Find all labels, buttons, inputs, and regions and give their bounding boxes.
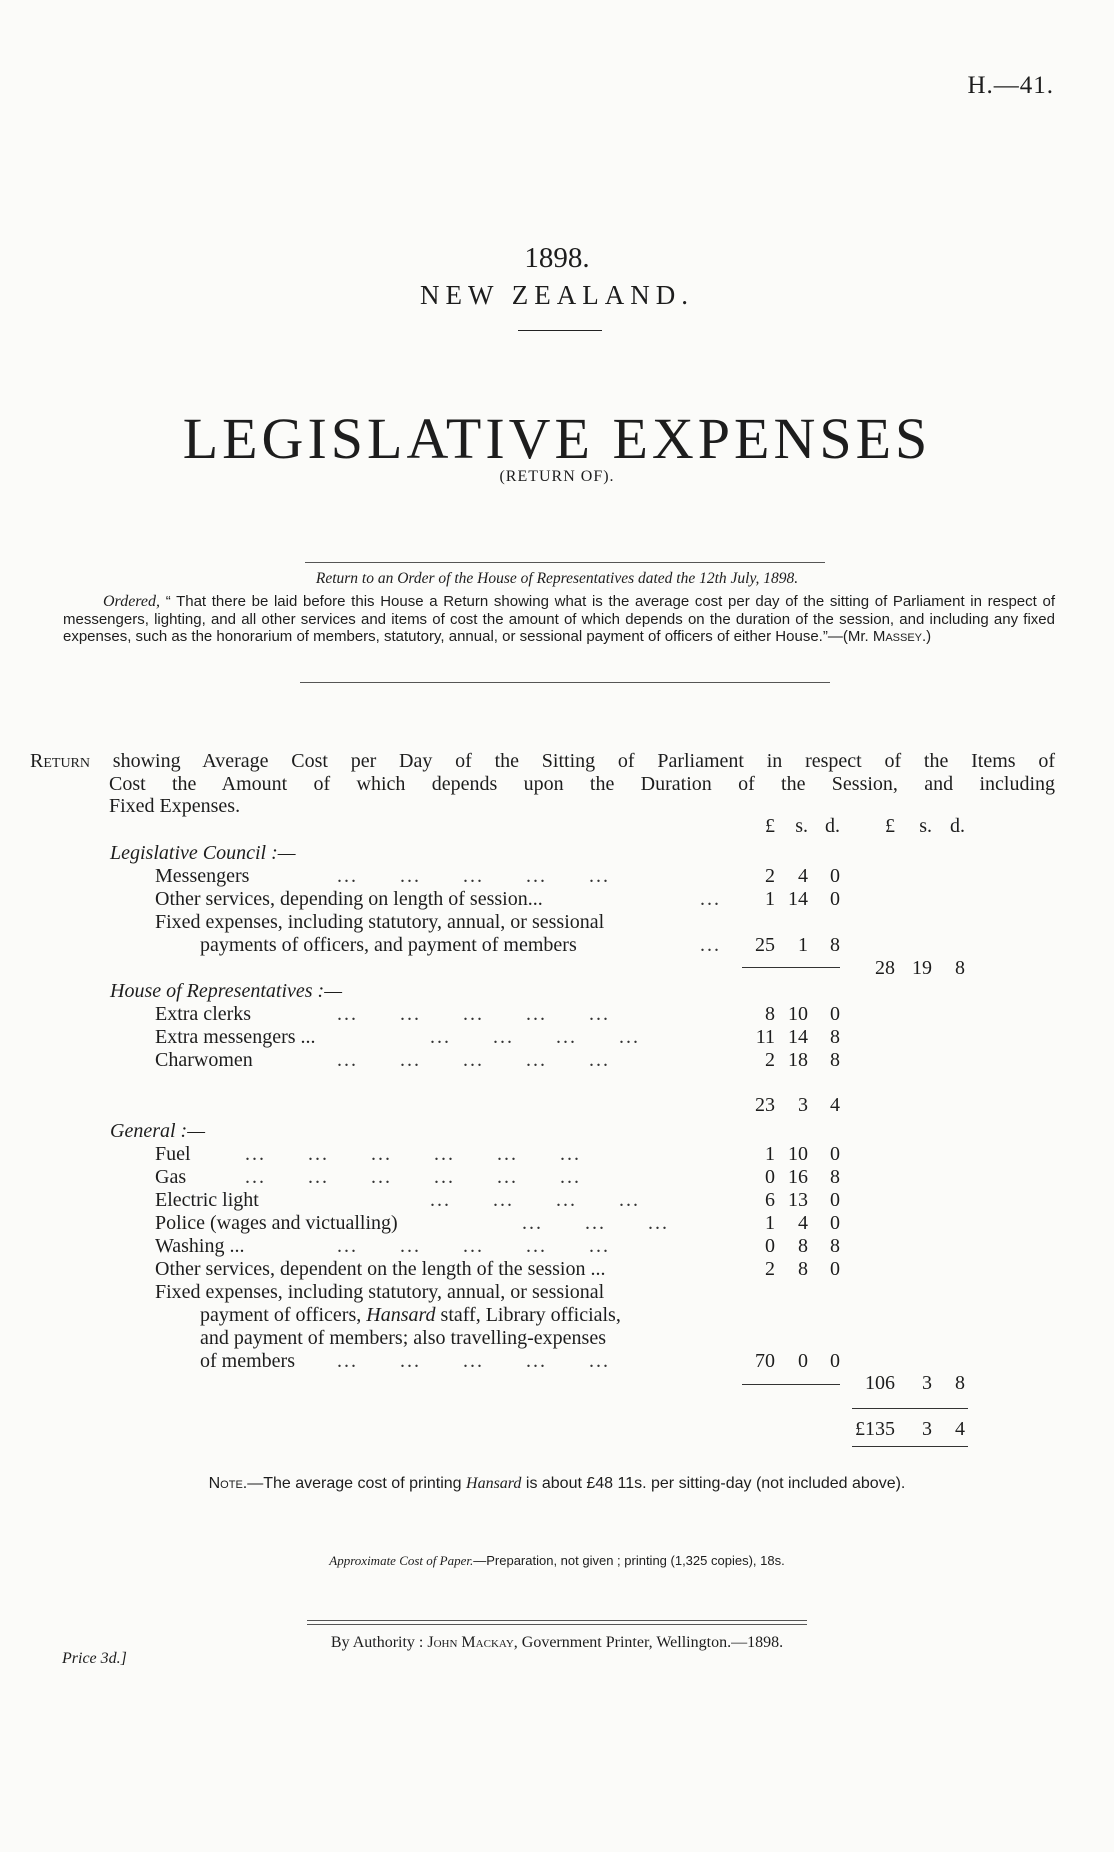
note-text: is about £48 11s. per sitting-day (not included above). — [521, 1475, 906, 1492]
col-header-shillings: s. — [919, 815, 932, 837]
section-total-row — [0, 1372, 1114, 1395]
printer-prefix: By Authority : — [330, 1634, 428, 1651]
row-label-part: staff, Library officials, — [440, 1304, 621, 1326]
paper-cost-label: Approximate Cost of Paper. — [329, 1553, 474, 1568]
shillings-cell: 14 — [788, 888, 808, 910]
shillings-cell: 14 — [788, 1026, 808, 1048]
paper-cost-text: —Preparation, not given ; printing (1,325 copies), 18s. — [473, 1553, 785, 1568]
general-heading: General :— — [110, 1120, 205, 1142]
pounds-cell: 8 — [765, 1003, 775, 1025]
divider-rule — [307, 1624, 807, 1625]
house-of-representatives-heading: House of Representatives :— — [110, 980, 342, 1002]
grand-total-row — [0, 1418, 1114, 1441]
pence-cell: 0 — [830, 1003, 840, 1025]
row-label: Extra clerks — [155, 1003, 252, 1025]
pence-cell: 8 — [830, 1166, 840, 1188]
sum-rule — [852, 1446, 968, 1447]
return-intro-line: Fixed Expenses. — [109, 795, 241, 817]
leader-dots: ... ... ... ... ... — [337, 1003, 610, 1025]
leader-dots: ... ... ... ... — [430, 1189, 640, 1211]
year: 1898. — [524, 242, 590, 274]
shillings-cell: 0 — [798, 1350, 808, 1372]
row-label-part: payment of officers, — [200, 1304, 362, 1326]
row-label: Other services, depending on length of session... — [155, 888, 543, 910]
ordered-label: Ordered, — [103, 593, 161, 610]
pounds-cell: 2 — [765, 1258, 775, 1280]
table-row — [0, 865, 1114, 888]
mover-name: Massey — [872, 628, 923, 645]
pence-cell: 0 — [830, 1258, 840, 1280]
pounds-cell: 1 — [765, 1212, 775, 1234]
pence-cell: 0 — [830, 1143, 840, 1165]
pounds-cell: 28 — [875, 957, 895, 979]
row-label — [200, 1304, 621, 1327]
table-row — [0, 1166, 1114, 1189]
table-row — [0, 911, 1114, 934]
subtotal-row — [0, 1094, 1114, 1117]
return-lead: Return — [30, 750, 91, 772]
shillings-cell: 4 — [798, 865, 808, 887]
leader-dots: ... ... ... — [522, 1212, 669, 1234]
row-label: Police (wages and victualling) — [155, 1212, 398, 1234]
shillings-cell: 19 — [912, 957, 932, 979]
leader-dots: ... ... ... ... ... — [337, 865, 610, 887]
col-header-pence: d. — [825, 815, 840, 837]
row-label: Fixed expenses, including statutory, annual, or sessional — [155, 911, 605, 933]
return-intro-line: Cost the Amount of which depends upon the Duration of the Session, and including — [109, 772, 1055, 795]
row-label: Electric light — [155, 1189, 259, 1211]
leader-dots: ... — [700, 888, 721, 910]
shillings-cell: 13 — [788, 1189, 808, 1211]
pence-cell: 8 — [830, 934, 840, 956]
leader-dots: ... ... ... ... ... ... — [245, 1143, 581, 1165]
grand-total-shillings: 3 — [922, 1418, 932, 1440]
table-row — [0, 1212, 1114, 1235]
shillings-cell: 3 — [798, 1094, 808, 1116]
pounds-cell: 0 — [765, 1235, 775, 1257]
table-row — [0, 934, 1114, 957]
shillings-cell: 3 — [922, 1372, 932, 1394]
pounds-cell: 106 — [865, 1372, 895, 1394]
return-intro — [30, 750, 1055, 818]
section-heading — [0, 980, 1114, 1003]
shillings-cell: 10 — [788, 1003, 808, 1025]
leader-dots: ... ... ... ... ... ... — [245, 1166, 581, 1188]
pence-cell: 0 — [830, 1189, 840, 1211]
table-row — [0, 1350, 1114, 1373]
ordered-body: “ That there be laid before this House a Return showing what is the average cost per day of the sitting of Parliament in respect of messengers, lighting, and all other services and items of cost the amount of which depends on the duration of the session, and including any fixed expenses, such as the honorarium of members, statutory, annual, or sessional payment of officers of either House.”—(Mr. — [63, 593, 1055, 645]
row-label: Other services, dependent on the length of the session ... — [155, 1258, 606, 1280]
hansard-italic: Hansard — [366, 1304, 436, 1326]
section-heading — [0, 842, 1114, 865]
pounds-cell: 2 — [765, 865, 775, 887]
row-label: Fuel — [155, 1143, 191, 1165]
shillings-cell: 18 — [788, 1049, 808, 1071]
row-label: and payment of members; also travelling-expenses — [200, 1327, 606, 1349]
leader-dots: ... ... ... ... ... — [337, 1235, 610, 1257]
table-row — [0, 1258, 1114, 1281]
col-header-shillings: s. — [795, 815, 808, 837]
row-label: Fixed expenses, including statutory, annual, or sessional — [155, 1281, 605, 1303]
table-row — [0, 1304, 1114, 1327]
col-header-pence: d. — [950, 815, 965, 837]
note-text: —The average cost of printing — [247, 1475, 467, 1492]
section-total-row — [0, 957, 1114, 980]
pounds-cell: 25 — [755, 934, 775, 956]
document-reference: H.—41. — [967, 72, 1054, 99]
paper-cost — [0, 1553, 1114, 1569]
section-heading — [0, 1120, 1114, 1143]
row-label: Gas — [155, 1166, 187, 1188]
table-row — [0, 1189, 1114, 1212]
row-label: payments of officers, and payment of members — [200, 934, 577, 956]
printer-name: John Mackay — [427, 1634, 514, 1651]
leader-dots: ... — [700, 934, 721, 956]
table-row — [0, 1049, 1114, 1072]
pence-cell: 8 — [830, 1026, 840, 1048]
table-row — [0, 1235, 1114, 1258]
pence-cell: 0 — [830, 1212, 840, 1234]
pounds-cell: 2 — [765, 1049, 775, 1071]
pounds-cell: 1 — [765, 1143, 775, 1165]
pounds-cell: 0 — [765, 1166, 775, 1188]
pounds-cell: 70 — [755, 1350, 775, 1372]
col-header-pounds: £ — [885, 815, 895, 837]
note-lead: Note. — [208, 1475, 248, 1492]
pence-cell: 4 — [830, 1094, 840, 1116]
page-subtitle: (RETURN OF). — [499, 468, 615, 485]
grand-total-pence: 4 — [955, 1418, 965, 1440]
pence-cell: 8 — [955, 957, 965, 979]
leader-dots: ... ... ... ... ... — [337, 1350, 610, 1372]
pounds-cell: 1 — [765, 888, 775, 910]
shillings-cell: 16 — [788, 1166, 808, 1188]
country: NEW ZEALAND. — [420, 280, 694, 310]
row-label: Washing ... — [155, 1235, 245, 1257]
pence-cell: 0 — [830, 1350, 840, 1372]
table-row — [0, 1327, 1114, 1350]
ordered-close: .) — [922, 628, 932, 645]
shillings-cell: 1 — [798, 934, 808, 956]
order-heading: Return to an Order of the House of Representatives dated the 12th July, 1898. — [315, 570, 799, 587]
table-row — [0, 1003, 1114, 1026]
shillings-cell: 8 — [798, 1258, 808, 1280]
pence-cell: 0 — [830, 888, 840, 910]
table-row — [0, 1026, 1114, 1049]
divider-rule — [307, 1620, 807, 1621]
pounds-cell: 23 — [755, 1094, 775, 1116]
hansard-italic: Hansard — [466, 1475, 522, 1492]
shillings-cell: 8 — [798, 1235, 808, 1257]
page-title: LEGISLATIVE EXPENSES — [182, 406, 932, 471]
order-text — [63, 593, 1055, 646]
note — [0, 1475, 1114, 1493]
row-label: of members — [200, 1350, 295, 1372]
divider-rule — [300, 682, 830, 683]
legislative-council-heading: Legislative Council :— — [110, 842, 296, 864]
pence-cell: 8 — [955, 1372, 965, 1394]
shillings-cell: 4 — [798, 1212, 808, 1234]
pence-cell: 8 — [830, 1235, 840, 1257]
pence-cell: 8 — [830, 1049, 840, 1071]
divider-rule — [305, 562, 825, 563]
return-intro-line: showing Average Cost per Day of the Sitting of Parliament in respect of the Items of — [90, 750, 1055, 772]
row-label: Charwomen — [155, 1049, 253, 1071]
leader-dots: ... ... ... ... ... — [337, 1049, 610, 1071]
divider-rule — [518, 330, 602, 331]
pounds-cell: 11 — [755, 1026, 775, 1048]
pence-cell: 0 — [830, 865, 840, 887]
printer-imprint — [0, 1634, 1114, 1652]
shillings-cell: 10 — [788, 1143, 808, 1165]
table-row — [0, 1281, 1114, 1304]
table-row — [0, 1143, 1114, 1166]
printer-rest: , Government Printer, Wellington.—1898. — [513, 1634, 784, 1651]
leader-dots: ... ... ... ... — [430, 1026, 640, 1048]
row-label: Messengers — [155, 865, 250, 887]
table-row — [0, 888, 1114, 911]
col-header-pounds: £ — [765, 815, 775, 837]
pounds-cell: 6 — [765, 1189, 775, 1211]
row-label: Extra messengers ... — [155, 1026, 316, 1048]
price: Price 3d.] — [62, 1650, 127, 1667]
grand-total-pounds: £135 — [855, 1418, 895, 1440]
sum-rule — [852, 1408, 968, 1409]
